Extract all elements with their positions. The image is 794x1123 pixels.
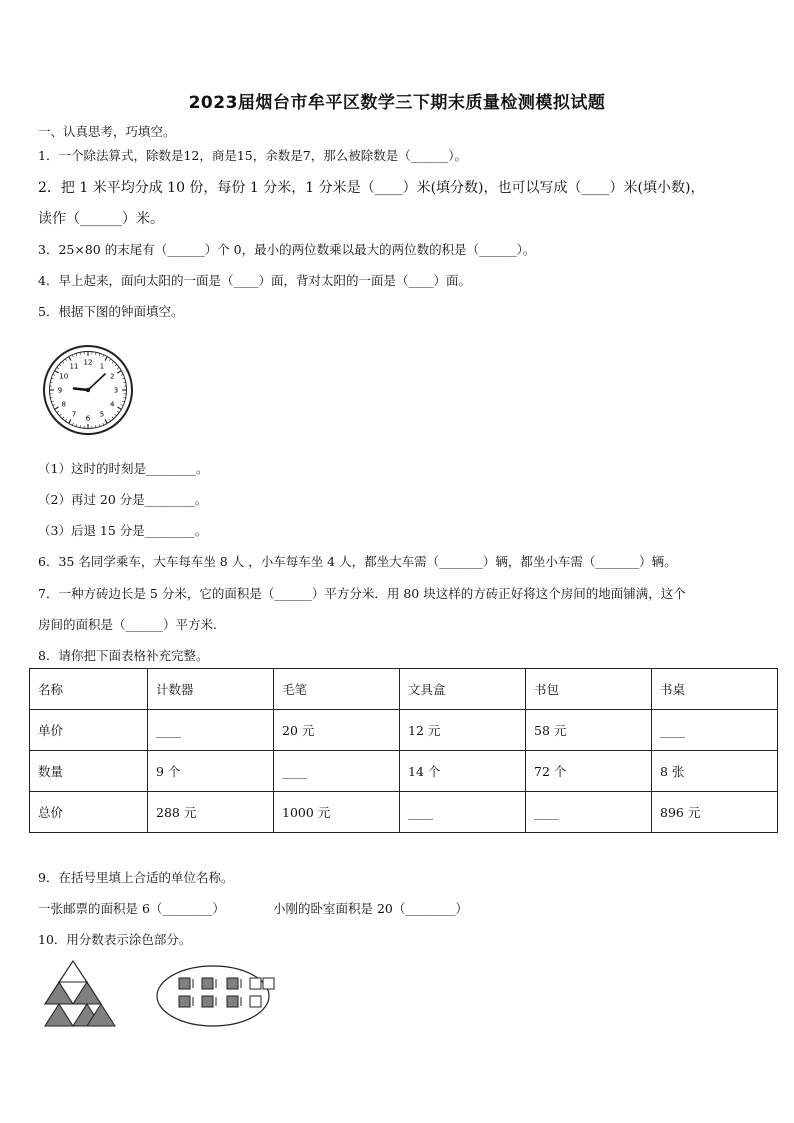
table-row (30, 792, 778, 833)
price-table-body (30, 669, 778, 833)
table-cell: 12 元 (400, 710, 526, 751)
clock-tick (122, 378, 124, 379)
clock-number: 7 (71, 410, 77, 419)
clock-tick (117, 367, 119, 368)
clock-number: 2 (110, 372, 115, 381)
question-10: 10．用分数表示涂色部分。 (38, 932, 192, 947)
table-row (30, 710, 778, 751)
table-cell: 896 元 (652, 792, 778, 833)
table-cell: 9 个 (148, 751, 274, 792)
table-cell: ____ (274, 751, 400, 792)
section-heading: 一、认真思考，巧填空。 (38, 124, 176, 139)
clock-tick (109, 419, 110, 421)
triangle-top (59, 961, 87, 982)
clock-tick (57, 367, 59, 368)
clock-tick (55, 371, 59, 373)
clock-tick (69, 419, 71, 423)
question-5: 5．根据下图的钟面填空。 (38, 304, 184, 319)
table-cell: 288 元 (148, 792, 274, 833)
table-cell: 文具盒 (400, 669, 526, 710)
clock-tick (115, 364, 117, 366)
table-cell: ____ (148, 710, 274, 751)
table-cell: 数量 (30, 751, 148, 792)
page-title: 2023届烟台市牟平区数学三下期末质量检测模拟试题 (188, 93, 606, 113)
table-cell: 总价 (30, 792, 148, 833)
shaded-square (227, 996, 238, 1007)
table-row (30, 751, 778, 792)
clock-tick (103, 355, 104, 357)
clock-tick (72, 423, 73, 425)
table-cell: 1000 元 (274, 792, 400, 833)
clock-tick (57, 411, 59, 412)
question-8: 8．请你把下面表格补充完整。 (38, 648, 209, 663)
clock-tick (72, 355, 73, 357)
table-cell: 书包 (526, 669, 652, 710)
shaded-square (202, 996, 213, 1007)
question-6: 6．35 名同学乘车，大车每车坐 8 人 ，小车每车坐 4 人，都坐大车需（_______）辆，都坐小车需（_______）辆。 (38, 554, 677, 569)
shaded-square (227, 978, 238, 989)
minute-hand (88, 374, 105, 390)
shaded-square (179, 996, 190, 1007)
clock-tick (103, 423, 104, 425)
table-cell: 单价 (30, 710, 148, 751)
clock-tick (105, 419, 107, 423)
clock-number: 12 (83, 358, 93, 367)
clock-tick (69, 357, 71, 361)
clock-tick (122, 401, 124, 402)
empty-square (263, 978, 274, 989)
table-cell: 毛笔 (274, 669, 400, 710)
table-cell: 72 个 (526, 751, 652, 792)
table-cell: ____ (652, 710, 778, 751)
empty-square (250, 978, 261, 989)
question-1: 1．一个除法算式，除数是12，商是15，余数是7，那么被除数是（______）。 (38, 148, 467, 163)
table-cell: ____ (400, 792, 526, 833)
clock-tick (105, 357, 107, 361)
ellipse-figure (157, 966, 274, 1026)
clock-tick (62, 417, 64, 419)
question-9-part-a: 一张邮票的面积是 6（________） (38, 901, 225, 916)
table-cell: 名称 (30, 669, 148, 710)
table-cell: 20 元 (274, 710, 400, 751)
clock-number: 3 (113, 386, 119, 395)
table-cell: 计数器 (148, 669, 274, 710)
clock-tick (121, 374, 123, 375)
clock-tick (65, 419, 66, 421)
clock-tick (53, 405, 55, 406)
question-3: 3．25×80 的末尾有（______）个 0，最小的两位数乘以最大的两位数的积是（______）。 (38, 242, 536, 257)
table-cell: 14 个 (400, 751, 526, 792)
clock-number: 1 (99, 362, 105, 371)
clock-tick (62, 361, 64, 363)
question-5-part-1: （1）这时的时刻是________。 (38, 461, 209, 476)
clock-number: 8 (61, 400, 66, 409)
table-row (30, 669, 778, 710)
shaded-square (179, 978, 190, 989)
clock-tick (117, 411, 119, 412)
clock-tick (55, 407, 59, 409)
table-cell: 书桌 (652, 669, 778, 710)
clock-tick (76, 353, 77, 355)
question-2-line-2: 读作（______）米。 (38, 211, 164, 227)
question-4: 4．早上起来，面向太阳的一面是（____）面，背对太阳的一面是（____）面。 (38, 273, 471, 288)
clock-tick (51, 378, 53, 379)
clock-number: 10 (59, 372, 69, 381)
clock-tick (115, 414, 117, 416)
question-9-part-b: 小刚的卧室面积是 20（________） (273, 901, 468, 916)
clock-tick (99, 424, 100, 426)
question-7-line-2: 房间的面积是（______）平方米. (38, 617, 217, 632)
question-5-part-3: （3）后退 15 分是________。 (38, 523, 208, 538)
clock-tick (53, 374, 55, 375)
clock-tick (51, 401, 53, 402)
table-cell: 8 张 (652, 751, 778, 792)
clock-tick (117, 407, 121, 409)
clock-tick (76, 424, 77, 426)
clock-number: 6 (85, 414, 91, 423)
clock-face-figure (42, 344, 134, 436)
clock-number: 4 (110, 400, 115, 409)
question-7-line-1: 7．一种方砖边长是 5 分米，它的面积是（______）平方分米．用 80 块这样的方砖正好将这个房间的地面铺满，这个 (38, 586, 686, 601)
clock-number: 5 (99, 410, 105, 419)
clock-number: 11 (69, 362, 79, 371)
clock-tick (109, 359, 110, 361)
question-2-line-1: 2．把 1 米平均分成 10 份，每份 1 分米，1 分米是（____）米(填分数)，也可以写成（____）米(填小数)， (38, 180, 705, 196)
question-5-part-2: （2）再过 20 分是________。 (38, 492, 208, 507)
table-cell: 58 元 (526, 710, 652, 751)
clock-tick (112, 361, 114, 363)
clock-tick (117, 371, 121, 373)
empty-square (250, 996, 261, 1007)
question-9: 9．在括号里填上合适的单位名称。 (38, 870, 234, 885)
shaded-square (202, 978, 213, 989)
clock-tick (112, 417, 114, 419)
fraction-figures (40, 958, 280, 1030)
clock-tick (65, 359, 66, 361)
triangle-figure (45, 961, 115, 1026)
clock-tick (99, 353, 100, 355)
clock-tick (59, 414, 61, 416)
price-table (29, 668, 778, 833)
clock-tick (121, 405, 123, 406)
clock-tick (59, 364, 61, 366)
clock-number: 9 (57, 386, 63, 395)
table-cell: ____ (526, 792, 652, 833)
clock-center (86, 388, 90, 392)
